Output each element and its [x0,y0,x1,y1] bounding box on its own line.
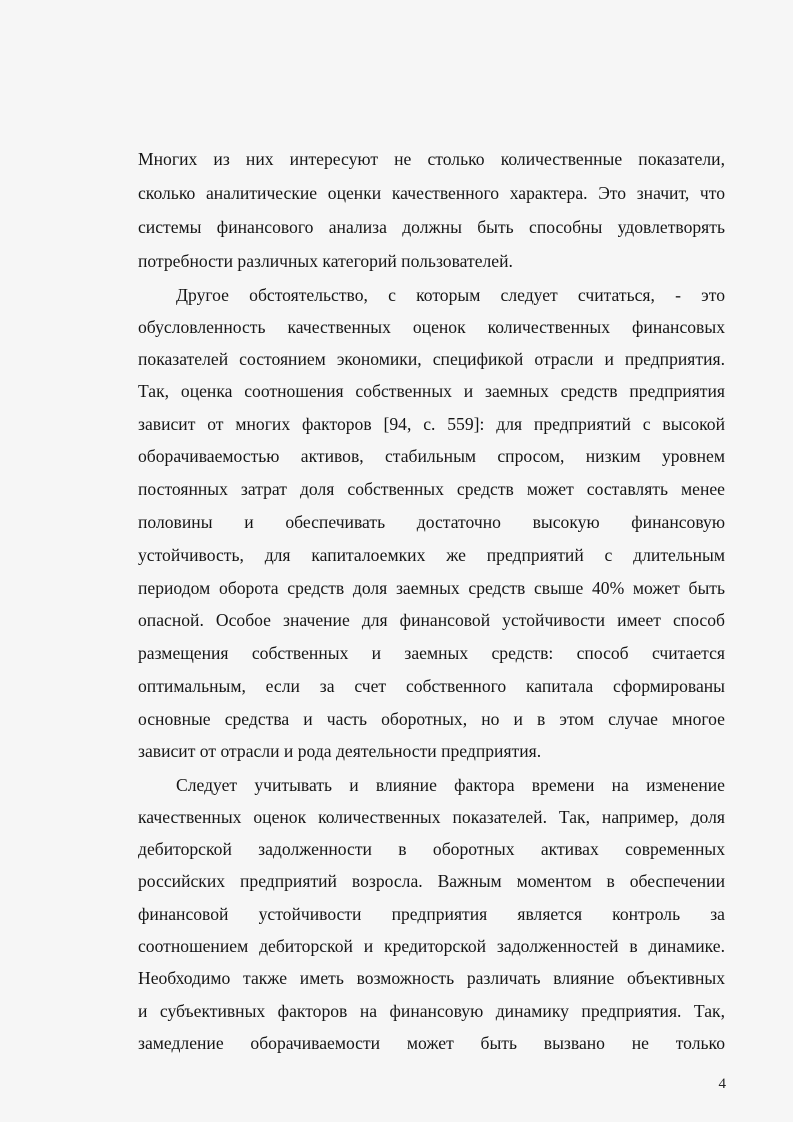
text-line: основные средства и часть оборотных, но и в этом случае многое [138,709,725,729]
text-line: финансовой устойчивости предприятия является контроль за [138,904,725,924]
text-line: соотношением дебиторской и кредиторской задолженностей в динамике. [138,936,725,956]
paragraph-first-line: Другое обстоятельство, с которым следует считаться, - это [176,285,725,305]
text-line: устойчивость, для капиталоемких же предприятий с длительным [138,545,725,565]
paragraph-first-line: Следует учитывать и влияние фактора времени на изменение [176,775,725,795]
text-line: размещения собственных и заемных средств: способ считается [138,643,725,663]
page-number: 4 [718,1076,726,1092]
text-line: российских предприятий возросла. Важным моментом в обеспечении [138,871,725,891]
text-line: оборачиваемостью активов, стабильным спросом, низким уровнем [138,446,725,466]
text-line: замедление оборачиваемости может быть вызвано не только [138,1033,725,1053]
text-line: обусловленность качественных оценок количественных финансовых [138,317,725,337]
text-line: Многих из них интересуют не столько количественные показатели, [138,149,725,169]
text-line: качественных оценок количественных показателей. Так, например, доля [138,807,725,827]
text-line: зависит от многих факторов [94, с. 559]: для предприятий с высокой [138,414,725,434]
text-line: системы финансового анализа должны быть способны удовлетворять [138,217,725,237]
text-line: дебиторской задолженности в оборотных активах современных [138,839,725,859]
text-line: сколько аналитические оценки качественного характера. Это значит, что [138,183,725,203]
text-line: и субъективных факторов на финансовую динамику предприятия. Так, [138,1001,725,1021]
text-line: опасной. Особое значение для финансовой устойчивости имеет способ [138,610,725,630]
text-line: Необходимо также иметь возможность различать влияние объективных [138,968,725,988]
text-line: показателей состоянием экономики, спецификой отрасли и предприятия. [138,349,725,369]
text-line: потребности различных категорий пользователей. [138,251,513,271]
text-line: периодом оборота средств доля заемных средств свыше 40% может быть [138,578,725,598]
text-line: Так, оценка соотношения собственных и заемных средств предприятия [138,381,725,401]
text-line: постоянных затрат доля собственных средств может составлять менее [138,479,725,499]
text-line: зависит от отрасли и рода деятельности предприятия. [138,741,542,761]
text-line: оптимальным, если за счет собственного капитала сформированы [138,676,725,696]
text-line: половины и обеспечивать достаточно высокую финансовую [138,512,725,532]
